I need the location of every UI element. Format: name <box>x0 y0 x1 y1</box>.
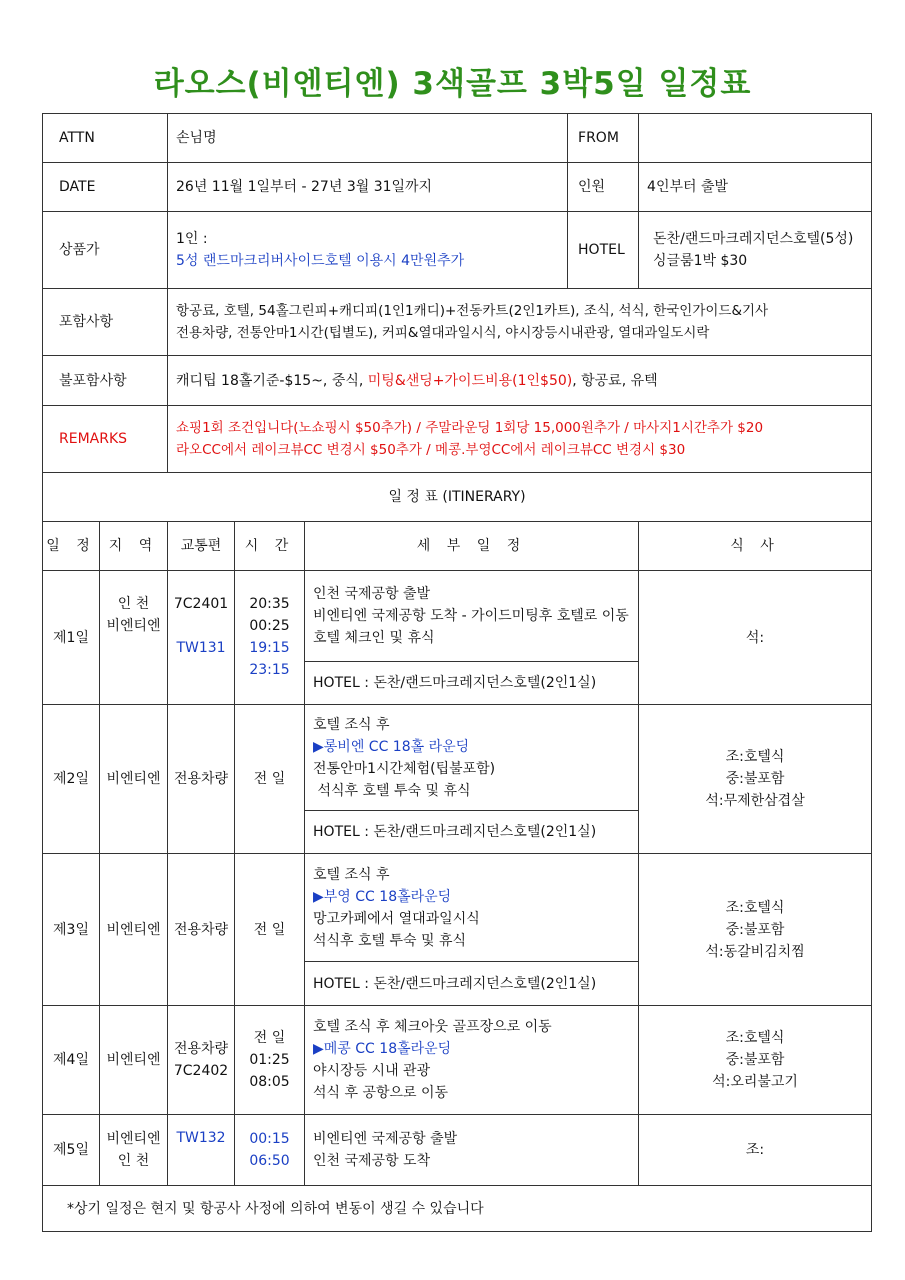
include-label: 포함사항 <box>43 289 168 356</box>
day3-hotel: HOTEL : 돈찬/랜드마크레지던스호텔(2인1실) <box>305 962 639 1006</box>
remarks-line-2: 라오CC에서 레이크뷰CC 변경시 $50추가 / 메콩.부영CC에서 레이크뷰CC 변경시 $30 <box>176 442 686 458</box>
day5-time-2: 06:50 <box>249 1153 290 1169</box>
schedule-table <box>42 113 872 1232</box>
day1-region-2: 비엔티엔 <box>106 618 161 634</box>
day4-detail-1: 호텔 조식 후 체크아웃 골프장으로 이동 <box>313 1019 552 1035</box>
day1-region-1: 인 천 <box>117 596 150 612</box>
day4-detail-3: 야시장등 시내 관광 <box>313 1063 431 1079</box>
from-value <box>639 114 872 163</box>
day2-row <box>43 705 872 811</box>
day5-time-1: 00:15 <box>249 1131 290 1147</box>
date-value: 26년 11월 1일부터 - 27년 3월 31일까지 <box>168 163 568 212</box>
day4-detail-4: 석식 후 공항으로 이동 <box>313 1085 449 1101</box>
day4-transport-2: 7C2402 <box>173 1063 229 1079</box>
day1-label: 제1일 <box>43 571 100 705</box>
day2-detail-4: 석식후 호텔 투숙 및 휴식 <box>313 782 471 799</box>
day3-detail-1: 호텔 조식 후 <box>313 866 390 883</box>
day2-hotel: HOTEL : 돈찬/랜드마크레지던스호텔(2인1실) <box>305 811 639 854</box>
itinerary-title: 일 정 표 (ITINERARY) <box>43 473 872 522</box>
price-label: 상품가 <box>43 212 168 289</box>
day1-detail-1: 인천 국제공항 출발 <box>313 586 431 602</box>
header-region: 지 역 <box>100 522 168 571</box>
day1-time-3: 19:15 <box>249 640 290 656</box>
include-line-2: 전용차량, 전통안마1시간(팁별도), 커피&열대과일시식, 야시장등시내관광, 열대과일도시락 <box>176 325 710 341</box>
exclude-row <box>43 356 872 406</box>
day3-meal-1: 조:호텔식 <box>725 899 785 916</box>
day1-detail-2: 비엔티엔 국제공항 도착 - 가이드미팅후 호텔로 이동 <box>313 608 629 624</box>
day2-label: 제2일 <box>43 705 100 854</box>
day3-label: 제3일 <box>43 854 100 1006</box>
day5-row <box>43 1115 872 1186</box>
day4-label: 제4일 <box>43 1006 100 1115</box>
header-detail: 세 부 일 정 <box>305 522 639 571</box>
day5-region-2: 인 천 <box>117 1153 150 1169</box>
exclude-text-3: , 항공료, 유텍 <box>572 372 658 389</box>
day2-detail-1: 호텔 조식 후 <box>313 716 390 733</box>
day2-region: 비엔티엔 <box>100 705 168 854</box>
day1-time-4: 23:15 <box>249 662 290 678</box>
header-meal: 식 사 <box>639 522 872 571</box>
price-row <box>43 212 872 289</box>
day3-transport: 전용차량 <box>168 854 235 1006</box>
day5-label: 제5일 <box>43 1115 100 1186</box>
day3-detail-3: 망고카페에서 열대과일시식 <box>313 910 480 927</box>
page-title: 라오스(비엔티엔) 3색골프 3박5일 일정표 <box>153 66 752 102</box>
day2-meal-2: 중:불포함 <box>725 771 785 787</box>
hotel-line-2: 싱글룸1박 $30 <box>653 253 748 269</box>
hotel-label: HOTEL <box>568 212 639 289</box>
date-row <box>43 163 872 212</box>
day2-meal-1: 조:호텔식 <box>725 749 785 765</box>
date-label: DATE <box>43 163 168 212</box>
remarks-line-1: 쇼핑1회 조건입니다(노쇼핑시 $50추가) / 주말라운딩 1회당 15,000원추가 / 마사지1시간추가 $20 <box>176 420 764 436</box>
hotel-line-1: 돈찬/랜드마크레지던스호텔(5성) <box>653 231 854 247</box>
header-time: 시 간 <box>235 522 305 571</box>
remarks-label: REMARKS <box>43 406 168 473</box>
day4-time-3: 08:05 <box>249 1074 290 1090</box>
day1-transport-1: 7C2401 <box>173 596 229 612</box>
price-line-2: 5성 랜드마크리버사이드호텔 이용시 4만원추가 <box>176 253 465 269</box>
remarks-row <box>43 406 872 473</box>
attn-value: 손님명 <box>168 114 568 163</box>
price-line-1: 1인 : <box>176 231 208 247</box>
day1-transport-2: TW131 <box>176 640 226 656</box>
exclude-text-1: 캐디팁 18홀기준-$15~, 중식, <box>176 372 368 389</box>
day2-meal-3: 석:무제한삼겹살 <box>705 793 805 809</box>
day2-time: 전 일 <box>235 705 305 854</box>
include-line-1: 항공료, 호텔, 54홀그린피+캐디피(1인1캐디)+전동카트(2인1카트), 조식, 석식, 한국인가이드&기사 <box>176 303 769 319</box>
itinerary-header-row <box>43 522 872 571</box>
attn-label: ATTN <box>43 114 168 163</box>
itinerary-title-row <box>43 473 872 522</box>
day5-detail-1: 비엔티엔 국제공항 출발 <box>313 1131 458 1147</box>
day3-meal-3: 석:동갈비김치찜 <box>705 943 805 960</box>
include-row <box>43 289 872 356</box>
day1-hotel: HOTEL : 돈찬/랜드마크레지던스호텔(2인1실) <box>305 662 639 705</box>
day1-row <box>43 571 872 662</box>
day4-meal-3: 석:오리불고기 <box>712 1074 798 1090</box>
day4-transport-1: 전용차량 <box>173 1041 229 1057</box>
day1-time-1: 20:35 <box>249 596 290 612</box>
day4-meal-2: 중:불포함 <box>725 1052 785 1068</box>
day5-detail-2: 인천 국제공항 도착 <box>313 1153 431 1169</box>
day4-time-2: 01:25 <box>249 1052 290 1068</box>
attn-row <box>43 114 872 163</box>
day4-region: 비엔티엔 <box>100 1006 168 1115</box>
day4-detail-2: ▶메콩 CC 18홀라운딩 <box>313 1041 452 1057</box>
from-label: FROM <box>568 114 639 163</box>
footnote: *상기 일정은 현지 및 항공사 사정에 의하여 변동이 생길 수 있습니다 <box>43 1186 872 1232</box>
footnote-row <box>43 1186 872 1232</box>
day3-meal-2: 중:불포함 <box>725 921 785 938</box>
day4-time-1: 전 일 <box>253 1030 286 1046</box>
exclude-text-2: 미팅&샌딩+가이드비용(1인$50) <box>367 372 573 389</box>
day3-region: 비엔티엔 <box>100 854 168 1006</box>
day2-transport: 전용차량 <box>168 705 235 854</box>
people-label: 인원 <box>568 163 639 212</box>
day5-transport: TW132 <box>176 1130 226 1146</box>
header-day: 일 정 <box>43 522 100 571</box>
day2-detail-2: ▶롱비엔 CC 18홀 라운딩 <box>313 738 470 755</box>
day3-detail-2: ▶부영 CC 18홀라운딩 <box>313 888 452 905</box>
day1-detail-3: 호텔 체크인 및 휴식 <box>313 630 435 646</box>
day3-time: 전 일 <box>235 854 305 1006</box>
day1-meal: 석: <box>639 571 872 705</box>
people-value: 4인부터 출발 <box>639 163 872 212</box>
day1-time-2: 00:25 <box>249 618 290 634</box>
day3-detail-4: 석식후 호텔 투숙 및 휴식 <box>313 932 467 949</box>
day3-row <box>43 854 872 962</box>
day4-row <box>43 1006 872 1115</box>
exclude-label: 불포함사항 <box>43 356 168 406</box>
day5-meal: 조: <box>639 1115 872 1186</box>
header-transport: 교통편 <box>168 522 235 571</box>
day2-detail-3: 전통안마1시간체험(팁불포함) <box>313 760 496 777</box>
day5-region-1: 비엔티엔 <box>106 1131 161 1147</box>
day4-meal-1: 조:호텔식 <box>725 1030 785 1046</box>
